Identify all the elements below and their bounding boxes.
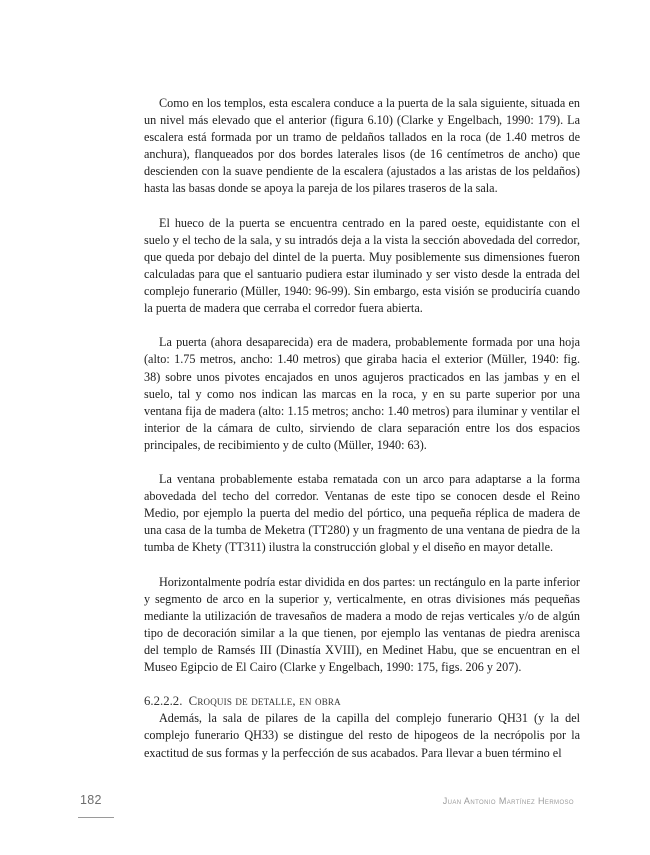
paragraph-3: La puerta (ahora desaparecida) era de madera, probablemente formada por una hoja (alto: 1.75 metros, ancho: 1.40 metros) que giraba hacia el exterior (Müller, 1940: fig. 38) sobre unos pivotes encajados en unos agujeros practicados en las jambas y en el suelo, tal y como nos indican las marcas en la roca, y en su parte superior por una ventana fija de madera (alto: 1.15 metros; ancho: 1.40 metros) para iluminar y ventilar el interior de la cámara de culto, sirviendo de clara separación entre los dos espacios principales, de recibimiento y de culto (Müller, 1940: 63). xyxy=(144,335,580,452)
page-number: 182 xyxy=(80,793,102,807)
paragraph-2: El hueco de la puerta se encuentra centrado en la pared oeste, equidistante con el suelo y el techo de la sala, y su intradós deja a la vista la sección abovedada del corredor, que queda por debajo del dintel de la puerta. Muy posiblemente sus dimensiones fueron calculadas para que el santuario pudiera estar iluminado y ser visto desde la entrada del complejo funerario (Müller, 1940: 96-99). Sin embargo, esta visión se produciría cuando la puerta de madera que cerraba el corredor fuera abierta. xyxy=(144,215,580,316)
section-heading xyxy=(144,693,580,710)
body-text xyxy=(144,95,580,762)
paragraph-1: Como en los templos, esta escalera conduce a la puerta de la sala siguiente, situada en un nivel más elevado que el anterior (figura 6.10) (Clarke y Engelbach, 1990: 179). La escalera está formada por un tramo de peldaños tallados en la roca (de 1.40 metros de anchura), flanqueados por dos bordes laterales lisos (de 16 centímetros de ancho) que descienden con la suave pendiente de la escalera (ajustados a las aristas de los peldaños) hasta las basas donde se apoya la pareja de los pilares traseros de la sala. xyxy=(144,96,580,196)
section-number: 6.2.2.2. xyxy=(144,694,183,709)
section-title: Croquis de detalle, en obra xyxy=(188,694,341,709)
footer-divider xyxy=(78,817,114,818)
author-name: Juan Antonio Martínez Hermoso xyxy=(442,796,574,806)
section-paragraph: Además, la sala de pilares de la capilla del complejo funerario QH31 (y la del complejo funerario QH33) se distingue del resto de hipogeos de la necrópolis por la exactitud de sus formas y la perfección de sus acabados. Para llevar a buen término el xyxy=(144,711,580,760)
paragraph-5: Horizontalmente podría estar dividida en dos partes: un rectángulo en la parte inferior y segmento de arco en la superior y, verticalmente, en otras divisiones más pequeñas mediante la utilización de travesaños de madera a modo de rejas verticales y/o de algún tipo de decoración similar a la que tienen, por ejemplo las ventanas de piedra arenisca del templo de Ramsés III (Dinastía XVIII), en Medinet Habu, que se encuentran en el Museo Egipcio de El Cairo (Clarke y Engelbach, 1990: 175, figs. 206 y 207). xyxy=(144,574,580,675)
paragraph-4: La ventana probablemente estaba rematada con un arco para adaptarse a la forma abovedada del techo del corredor. Ventanas de este tipo se conocen desde el Reino Medio, por ejemplo la puerta del medio del pórtico, una pequeña réplica de madera de una casa de la tumba de Meketra (TT280) y un fragmento de una ventana de piedra de la tumba de Khety (TT311) ilustra la construcción global y el diseño en mayor detalle. xyxy=(144,472,580,555)
